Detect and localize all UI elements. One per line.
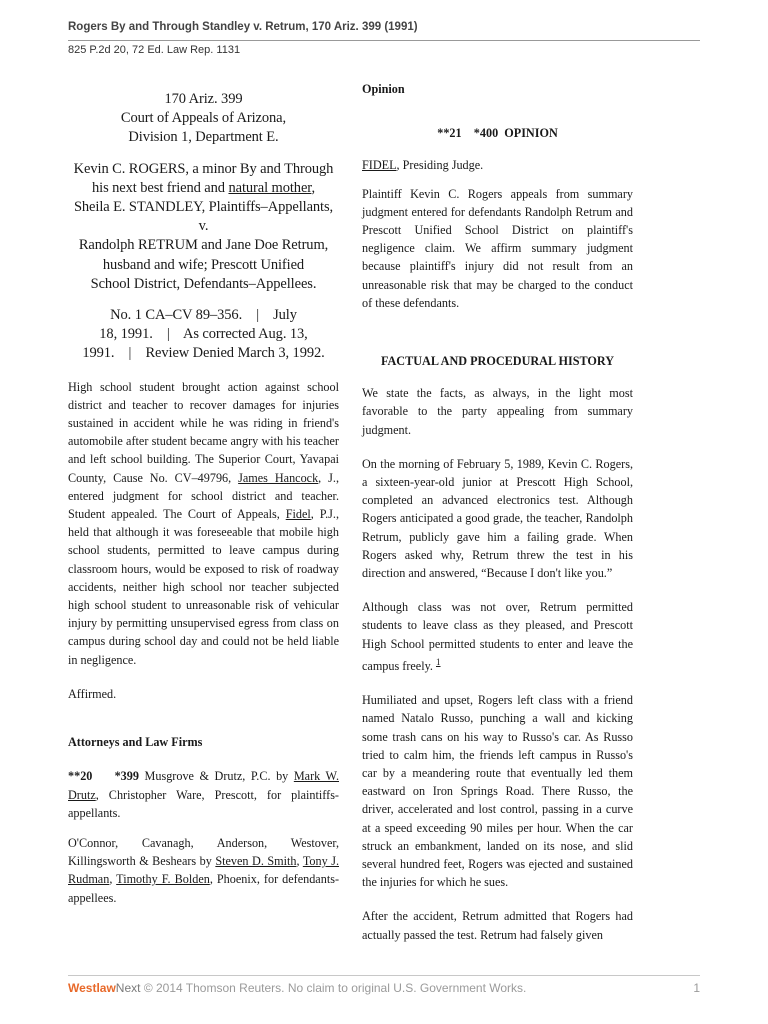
parallel-citation: 825 P.2d 20, 72 Ed. Law Rep. 1131 bbox=[68, 44, 241, 56]
docket-line: 18, 1991. | As corrected Aug. 13, bbox=[99, 326, 308, 343]
star-page-marker: **20 *399 bbox=[68, 769, 139, 784]
parties-line: School District, Defendants–Appellees. bbox=[90, 275, 317, 292]
disposition: Affirmed. bbox=[68, 686, 117, 701]
court-block bbox=[68, 90, 339, 148]
westlaw-logo: Westlaw bbox=[68, 981, 116, 995]
copyright-notice: © 2014 Thomson Reuters. No claim to original U.S. Government Works. bbox=[140, 981, 527, 995]
footer-divider bbox=[68, 975, 700, 976]
reporter-cite: 170 Ariz. 399 bbox=[164, 91, 243, 107]
case-title: Rogers By and Through Standley v. Retrum, 170 Ariz. 399 (1991) bbox=[68, 21, 418, 33]
attorney-text: O'Connor, Cavanagh, Anderson, Westover, Killingsworth & Beshears by bbox=[68, 835, 339, 869]
page-header bbox=[0, 0, 768, 60]
parties-line bbox=[68, 179, 339, 198]
left-column bbox=[68, 90, 339, 907]
page-footer bbox=[68, 981, 700, 997]
docket-line: No. 1 CA–CV 89–356. | July bbox=[110, 307, 297, 324]
opinion-paragraph: We state the facts, as always, in the light most favorable to the party appealing from summary judgment. bbox=[362, 386, 633, 437]
parties-line: Kevin C. ROGERS, a minor By and Through bbox=[73, 160, 334, 177]
natural-mother-link[interactable]: natural mother bbox=[228, 179, 312, 196]
opinion-paragraph: Humiliated and upset, Rogers left class with a friend named Natalo Russo, punching a wall and kicking some trash cans on his way to Russo's car. As Russo tried to calm him, the friends left campus in Russo's car by a meandering route that eventually led them eastward on Iron Springs Road. There Russo, the driver, accelerated and lost control, passing in a curve at a speed exceeding 90 miles per hour. When the car struck an embankment, landed on its nose, and slid several hundred feet, Rogers was ejected and sustained the injuries for which he sues. bbox=[362, 693, 633, 890]
judge-fidel-link[interactable]: Fidel bbox=[285, 507, 311, 522]
section-heading: FACTUAL AND PROCEDURAL HISTORY bbox=[380, 354, 615, 369]
court-division: Division 1, Department E. bbox=[128, 129, 279, 146]
parties-line: v. bbox=[198, 218, 209, 235]
opinion-intro: Plaintiff Kevin C. Rogers appeals from summary judgment entered for defendants Randolph Retrum and Prescott Unified School District on plaintiff's negligence claim. We affirm summary judgment because plaintiff's injury did not result from an unreasonable risk that may be charged to the conduct of these defendants. bbox=[362, 186, 633, 310]
judge-fidel-opinion-link[interactable]: FIDEL bbox=[362, 158, 397, 173]
parties-line: Randolph RETRUM and Jane Doe Retrum, bbox=[78, 237, 329, 254]
opinion-judge bbox=[362, 156, 633, 174]
parties-text: his next best friend and bbox=[92, 179, 229, 196]
opinion-star-heading: **21 *400 OPINION bbox=[437, 126, 558, 141]
separator: , bbox=[109, 872, 117, 887]
case-caption bbox=[68, 90, 339, 364]
attorney-entry bbox=[68, 834, 339, 907]
parties-line: Sheila E. STANDLEY, Plaintiffs–Appellants, bbox=[73, 199, 334, 216]
synopsis-text: , P.J., held that although it was foreseeable that mobile high school students, permitted to leave campus during classroom hours, would be exposed to risk of roadway accidents, neither high school nor teacher subjected high school student to unreasonable risk of vehicular injury by permitting unsupervised egress from class on campus during school day and could not be held liable in negligence. bbox=[68, 507, 339, 667]
synopsis-text: , J., entered judgment for school district and teacher. Student appealed. The Court of Appeals, bbox=[68, 470, 339, 522]
attorney-drutz-link[interactable]: Mark W. Drutz bbox=[68, 769, 339, 802]
judge-hancock-link[interactable]: James Hancock bbox=[238, 470, 319, 485]
docket-line: 1991. | Review Denied March 3, 1992. bbox=[82, 345, 325, 362]
attorneys-heading: Attorneys and Law Firms bbox=[68, 735, 203, 750]
attorney-smith-link[interactable]: Steven D. Smith bbox=[215, 854, 297, 869]
separator: , bbox=[296, 854, 303, 869]
judge-title: , Presiding Judge. bbox=[396, 158, 484, 173]
court-name: Court of Appeals of Arizona, bbox=[120, 110, 287, 127]
opinion-paragraph: After the accident, Retrum admitted that Rogers had actually passed the test. Retrum had falsely given bbox=[362, 909, 633, 942]
opinion-paragraph bbox=[362, 598, 633, 675]
attorney-entry bbox=[68, 767, 339, 822]
parties-line: husband and wife; Prescott Unified bbox=[102, 256, 305, 273]
synopsis bbox=[68, 378, 339, 669]
opinion-label: Opinion bbox=[362, 82, 405, 96]
attorney-rudman-link[interactable]: Tony J. Rudman bbox=[68, 854, 339, 887]
footnote-1-link[interactable]: 1 bbox=[436, 656, 441, 667]
docket-block bbox=[68, 306, 339, 364]
paragraph-text: Although class was not over, Retrum permitted students to leave class as they pleased, and Prescott High School permitted students to enter and leave the campus freely. bbox=[362, 600, 633, 673]
attorney-text: , Phoenix, for defendants-appellees. bbox=[68, 872, 340, 905]
attorney-bolden-link[interactable]: Timothy F. Bolden bbox=[116, 872, 210, 887]
attorney-text: , Christopher Ware, Prescott, for plaintiffs-appellants. bbox=[68, 787, 339, 820]
page-number: 1 bbox=[693, 981, 700, 995]
opinion-paragraph: On the morning of February 5, 1989, Kevin C. Rogers, a sixteen-year-old junior at Prescott High School, completed an advanced electronics test. Although Rogers anticipated a good grade, the teacher, Randolph Retrum, publicly gave him a failing grade. When Rogers asked why, Retrum threw the test in his direction and answered, “Because I don't like you.” bbox=[362, 456, 633, 581]
synopsis-text: High school student brought action against school district and teacher to recover damages for injuries sustained in accident while he was riding in friend's automobile after student became angry with his teacher and left school building. The Superior Court, Yavapai County, Cause No. CV–49796, bbox=[68, 379, 339, 485]
westlaw-next-logo: Next bbox=[115, 981, 141, 995]
right-column bbox=[362, 80, 633, 944]
parties-block bbox=[68, 160, 339, 294]
attorney-text: Musgrove & Drutz, P.C. by bbox=[138, 769, 294, 784]
header-divider bbox=[68, 40, 700, 41]
parties-text: , bbox=[311, 179, 315, 196]
